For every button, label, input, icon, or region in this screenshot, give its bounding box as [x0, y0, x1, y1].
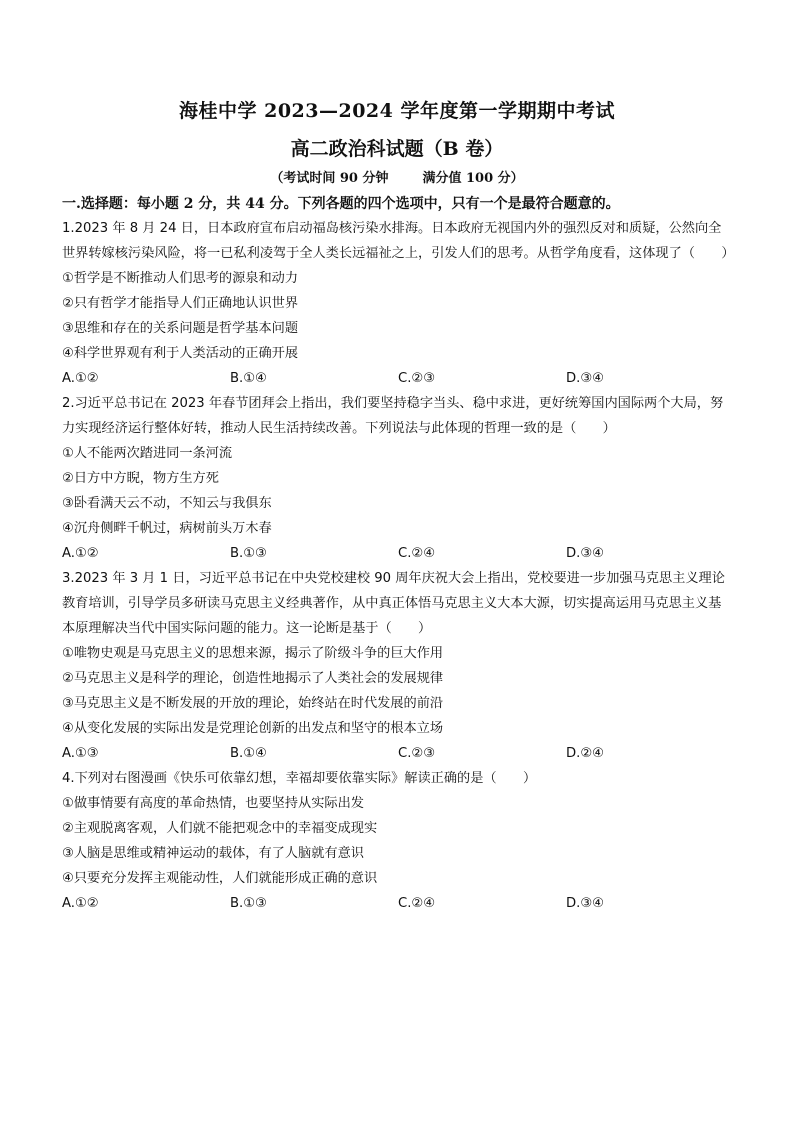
question-option: ④只要充分发挥主观能动性，人们就能形成正确的意识 — [62, 871, 378, 886]
answer-b: B.①③ — [230, 546, 267, 561]
exam-meta — [62, 168, 732, 190]
question-stem: 2.习近平总书记在 2023 年春节团拜会上指出，我们要坚持稳字当头、稳中求进，更好统筹国内国际两个大局，努力实现经济运行整体好转，推动人民生活持续改善。下列说法与此体现的哲理一致的是（ ） — [62, 396, 724, 436]
question-option: ②日方中方睨，物方生方死 — [62, 471, 219, 486]
question-option: ③人脑是思维或精神运动的载体，有了人脑就有意识 — [62, 846, 364, 861]
answer-a: A.①② — [62, 371, 99, 386]
answer-b: B.①③ — [230, 896, 267, 911]
question-stem: 1.2023 年 8 月 24 日，日本政府宣布启动福岛核污染水排海。日本政府无视国内外的强烈反对和质疑，公然向全世界转嫁核污染风险，将一已私利凌驾于全人类长远福祉之上，引发人们的思考。从哲学角度看，这体现了（ ） — [62, 221, 735, 261]
question-option: ①唯物史观是马克思主义的思想来源，揭示了阶级斗争的巨大作用 — [62, 646, 444, 661]
question-stem: 4.下列对右图漫画《快乐可依靠幻想，幸福却要依靠实际》解读正确的是（ ） — [62, 771, 537, 786]
question-option: ③卧看满天云不动，不知云与我俱东 — [62, 496, 272, 511]
answer-d: D.③④ — [566, 896, 604, 911]
exam-time: （考试时间 90 分钟 — [270, 171, 389, 186]
question-option: ③马克思主义是不断发展的开放的理论，始终站在时代发展的前沿 — [62, 696, 444, 711]
answer-b: B.①④ — [230, 371, 267, 386]
answer-choices — [62, 891, 732, 916]
question-stem: 3.2023 年 3 月 1 日，习近平总书记在中央党校建校 90 周年庆祝大会上指出，党校要进一步加强马克思主义理论教育培训，引导学员多研读马克思主义经典著作，从中真正体悟马克思主义大本大源，切实提高运用马克思主义基本原理解决当代中国实际问题的能力。这一论断是基于（ ） — [62, 571, 725, 636]
answer-c: C.②③ — [398, 371, 436, 386]
question-option: ②马克思主义是科学的理论，创造性地揭示了人类社会的发展规律 — [62, 671, 444, 686]
question-1 — [62, 216, 735, 391]
answer-choices — [62, 541, 732, 566]
answer-d: D.③④ — [566, 371, 604, 386]
exam-score: 满分值 100 分） — [422, 171, 524, 186]
question-option: ④科学世界观有利于人类活动的正确开展 — [62, 346, 299, 361]
question-2 — [62, 391, 732, 566]
answer-b: B.①④ — [230, 746, 267, 761]
question-option: ④从变化发展的实际出发是党理论创新的出发点和坚守的根本立场 — [62, 721, 444, 736]
question-4 — [62, 766, 732, 916]
question-option: ①做事情要有高度的革命热情，也要坚持从实际出发 — [62, 796, 364, 811]
answer-d: D.③④ — [566, 546, 604, 561]
answer-c: C.②④ — [398, 546, 436, 561]
answer-choices — [62, 366, 732, 391]
answer-a: A.①② — [62, 896, 99, 911]
question-option: ②主观脱离客观，人们就不能把观念中的幸福变成现实 — [62, 821, 378, 836]
question-option: ④沉舟侧畔千帆过，病树前头万木春 — [62, 521, 272, 536]
answer-d: D.②④ — [566, 746, 604, 761]
answer-choices — [62, 741, 732, 766]
exam-subtitle: 高二政治科试题（B 卷） — [290, 138, 504, 160]
section-heading: 一.选择题：每小题 2 分，共 44 分。下列各题的四个选项中，只有一个是最符合题意的。 — [62, 196, 620, 212]
question-option: ③思维和存在的关系问题是哲学基本问题 — [62, 321, 299, 336]
answer-c: C.②③ — [398, 746, 436, 761]
exam-title: 海桂中学 2023—2024 学年度第一学期期中考试 — [179, 100, 615, 122]
question-option: ①人不能两次踏进同一条河流 — [62, 446, 233, 461]
answer-a: A.①② — [62, 546, 99, 561]
answer-c: C.②④ — [398, 896, 436, 911]
answer-a: A.①③ — [62, 746, 99, 761]
question-3 — [62, 566, 732, 766]
question-option: ②只有哲学才能指导人们正确地认识世界 — [62, 296, 299, 311]
question-option: ①哲学是不断推动人们思考的源泉和动力 — [62, 271, 299, 286]
